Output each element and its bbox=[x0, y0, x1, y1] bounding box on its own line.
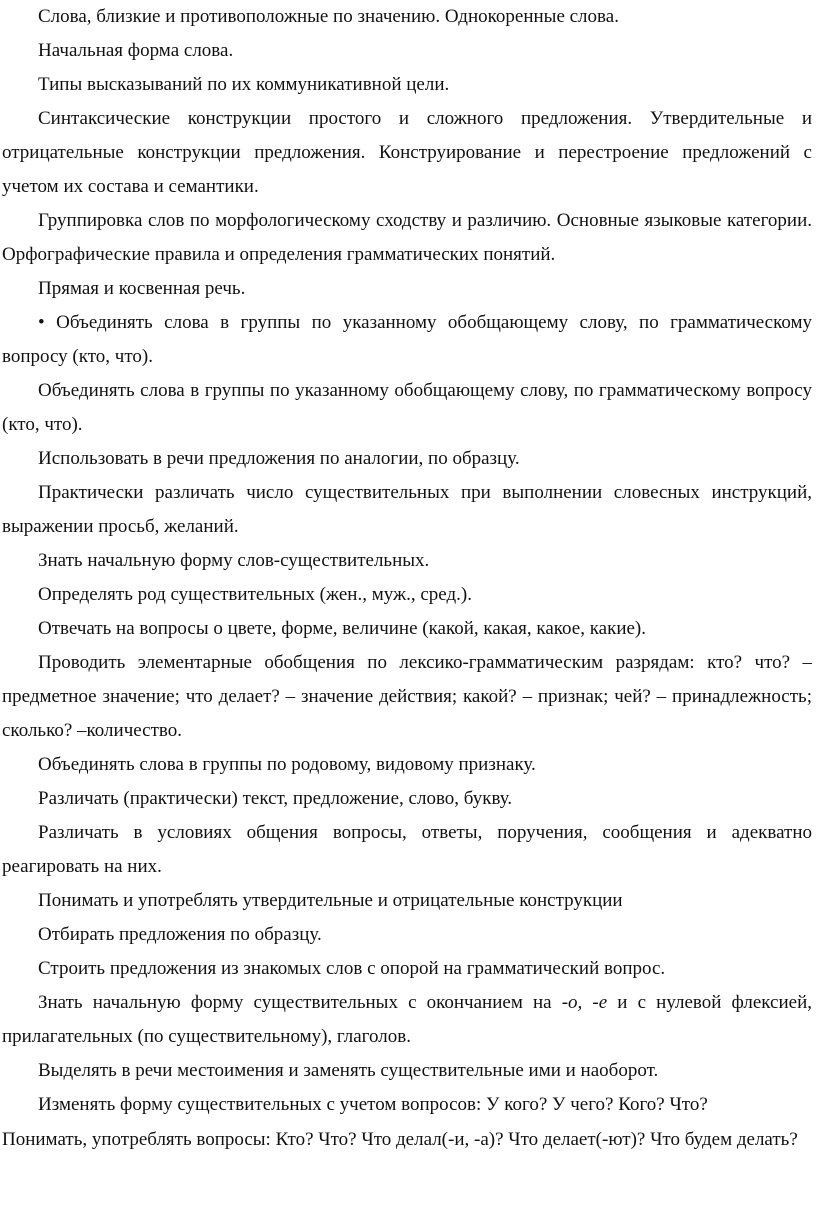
bullet-icon: • bbox=[38, 312, 45, 333]
bullet-paragraph bbox=[2, 306, 812, 374]
paragraph: Строить предложения из знакомых слов с опорой на грамматический вопрос. bbox=[38, 958, 666, 979]
paragraph: Практически различать число существительных при выполнении словесных инструкций, выражении просьб, желаний. bbox=[2, 482, 812, 537]
paragraph: Использовать в речи предложения по аналогии, по образцу. bbox=[38, 448, 520, 469]
italic-run: -о, -е bbox=[561, 992, 608, 1013]
text-run: и с нулевой флексией, прилагательных (по существительному), глаголов. bbox=[2, 992, 812, 1047]
paragraph: Изменять форму существительных с учетом вопросов: У кого? У чего? Кого? Что? bbox=[38, 1094, 708, 1115]
paragraph: Отвечать на вопросы о цвете, форме, величине (какой, какая, какое, какие). bbox=[38, 618, 647, 639]
paragraph: Отбирать предложения по образцу. bbox=[38, 924, 322, 945]
paragraph: Понимать, употреблять вопросы: Кто? Что? Что делал(-и, -а)? Что делает(-ют)? Что будем делать? bbox=[2, 1129, 798, 1150]
paragraph-mixed bbox=[2, 986, 812, 1054]
paragraph: Группировка слов по морфологическому сходству и различию. Основные языковые категории. Орфографические правила и определения грамматических понятий. bbox=[2, 210, 812, 265]
paragraph: Типы высказываний по их коммуникативной цели. bbox=[38, 74, 450, 95]
paragraph: Различать в условиях общения вопросы, ответы, поручения, сообщения и адекватно реагировать на них. bbox=[2, 822, 812, 877]
paragraph: Прямая и косвенная речь. bbox=[38, 278, 246, 299]
paragraph: Понимать и употреблять утвердительные и отрицательные конструкции bbox=[38, 890, 623, 911]
paragraph: Объединять слова в группы по родовому, видовому признаку. bbox=[38, 754, 536, 775]
paragraph: Объединять слова в группы по указанному обобщающему слову, по грамматическому вопросу (кто, что). bbox=[2, 380, 812, 435]
paragraph: Знать начальную форму слов-существительных. bbox=[38, 550, 430, 571]
paragraph: Выделять в речи местоимения и заменять существительные ими и наоборот. bbox=[38, 1060, 659, 1081]
paragraph: Проводить элементарные обобщения по лексико-грамматическим разрядам: кто? что? – предметное значение; что делает? – значение действия; какой? – признак; чей? – принадлежность; сколько? –количество. bbox=[2, 652, 812, 741]
bullet-text: Объединять слова в группы по указанному обобщающему слову, по грамматическому вопросу (кто, что). bbox=[2, 312, 813, 367]
paragraph: Начальная форма слова. bbox=[38, 40, 234, 61]
text-run: Знать начальную форму существительных с окончанием на bbox=[38, 992, 562, 1013]
paragraph: Определять род существительных (жен., муж., сред.). bbox=[38, 584, 472, 605]
paragraph: Различать (практически) текст, предложение, слово, букву. bbox=[38, 788, 513, 809]
paragraph: Слова, близкие и противоположные по значению. Однокоренные слова. bbox=[38, 6, 619, 27]
paragraph: Синтаксические конструкции простого и сложного предложения. Утвердительные и отрицательные конструкции предложения. Конструирование и перестроение предложений с учетом их состава и семантики. bbox=[2, 108, 812, 197]
